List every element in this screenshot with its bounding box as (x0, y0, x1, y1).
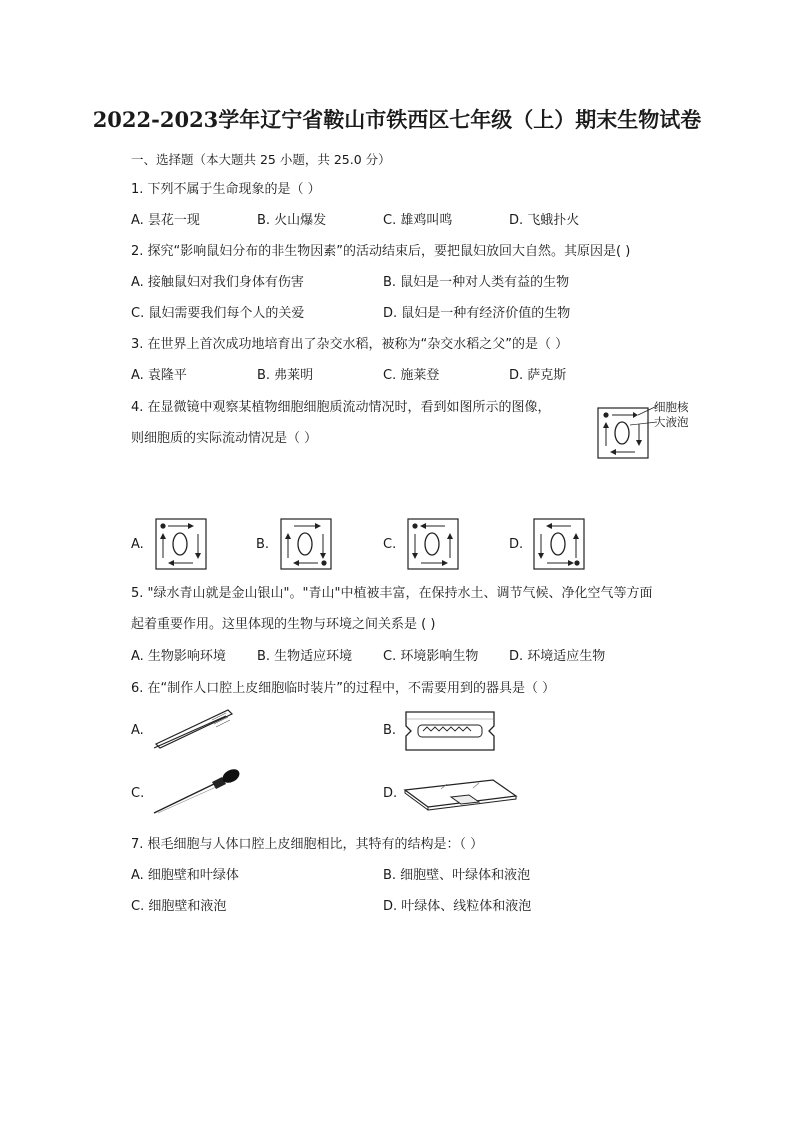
q1-option-a[interactable]: A. 昙花一现 (131, 213, 200, 228)
q7-option-b[interactable]: B. 细胞壁、叶绿体和液泡 (383, 868, 531, 883)
dropper-icon[interactable] (150, 768, 242, 816)
q3-option-a[interactable]: A. 袁隆平 (131, 368, 187, 383)
glass-slide-icon[interactable] (403, 776, 519, 812)
q4-option-d-figure[interactable] (533, 518, 585, 570)
q5-option-a[interactable]: A. 生物影响环境 (131, 649, 226, 664)
q1-option-b[interactable]: B. 火山爆发 (257, 213, 327, 228)
q4-option-d[interactable]: D. (509, 537, 524, 552)
q4-option-c-figure[interactable] (407, 518, 459, 570)
q2-option-c[interactable]: C. 鼠妇需要我们每个人的关爱 (131, 306, 305, 321)
q4-option-b-figure[interactable] (280, 518, 332, 570)
label-vacuole: 大液泡 (654, 415, 689, 429)
q5-option-c[interactable]: C. 环境影响生物 (383, 649, 479, 664)
nucleus-dot (603, 412, 608, 417)
question-5-stem-cont: 起着重要作用。这里体现的生物与环境之间关系是 ( ) (131, 617, 436, 632)
q6-option-b[interactable]: B. (383, 723, 397, 738)
question-5-stem: 5. "绿水青山就是金山银山"。"青山"中植被丰富，在保持水土、调节气候、净化空气等方面 (131, 586, 653, 601)
q7-option-d[interactable]: D. 叶绿体、线粒体和液泡 (383, 899, 532, 914)
q2-option-a[interactable]: A. 接触鼠妇对我们身体有伤害 (131, 275, 304, 290)
q5-option-d[interactable]: D. 环境适应生物 (509, 649, 606, 664)
label-nucleus: 细胞核 (654, 400, 689, 414)
q1-option-c[interactable]: C. 雄鸡叫鸣 (383, 213, 453, 228)
q3-option-b[interactable]: B. 弗莱明 (257, 368, 314, 383)
question-4-stem: 4. 在显微镜中观察某植物细胞细胞质流动情况时，看到如图所示的图像， (131, 400, 551, 415)
question-2-stem: 2. 探究“影响鼠妇分布的非生物因素”的活动结束后，要把鼠妇放回大自然。其原因是( ) (131, 244, 631, 259)
q4-option-b[interactable]: B. (256, 537, 270, 552)
page-title: 2022-2023学年辽宁省鞍山市铁西区七年级（上）期末生物试卷 (92, 107, 702, 132)
question-1-stem: 1. 下列不属于生命现象的是（ ） (131, 182, 321, 197)
razor-blade-icon[interactable] (403, 710, 497, 754)
q2-option-b[interactable]: B. 鼠妇是一种对人类有益的生物 (383, 275, 570, 290)
q5-option-b[interactable]: B. 生物适应环境 (257, 649, 353, 664)
question-6-stem: 6. 在“制作人口腔上皮细胞临时装片”的过程中，不需要用到的器具是（ ） (131, 681, 556, 696)
q6-option-d[interactable]: D. (383, 786, 398, 801)
q7-option-c[interactable]: C. 细胞壁和液泡 (131, 899, 227, 914)
q6-option-c[interactable]: C. (131, 786, 145, 801)
q4-option-c[interactable]: C. (383, 537, 397, 552)
q4-option-a-figure[interactable] (155, 518, 207, 570)
q3-option-c[interactable]: C. 施莱登 (383, 368, 440, 383)
q1-option-d[interactable]: D. 飞蛾扑火 (509, 213, 580, 228)
question-7-stem: 7. 根毛细胞与人体口腔上皮细胞相比，其特有的结构是：（ ） (131, 837, 484, 852)
section-heading: 一、选择题（本大题共 25 小题，共 25.0 分） (131, 152, 391, 167)
tweezers-icon[interactable] (150, 704, 236, 752)
q4-option-a[interactable]: A. (131, 537, 144, 552)
q2-option-d[interactable]: D. 鼠妇是一种有经济价值的生物 (383, 306, 571, 321)
vacuole-ellipse (615, 422, 629, 444)
question-3-stem: 3. 在世界上首次成功地培育出了杂交水稻，被称为“杂交水稻之父”的是（ ） (131, 337, 569, 352)
q6-option-a[interactable]: A. (131, 723, 144, 738)
q7-option-a[interactable]: A. 细胞壁和叶绿体 (131, 868, 239, 883)
q3-option-d[interactable]: D. 萨克斯 (509, 368, 567, 383)
question-4-stem-cont: 则细胞质的实际流动情况是（ ） (131, 431, 318, 446)
